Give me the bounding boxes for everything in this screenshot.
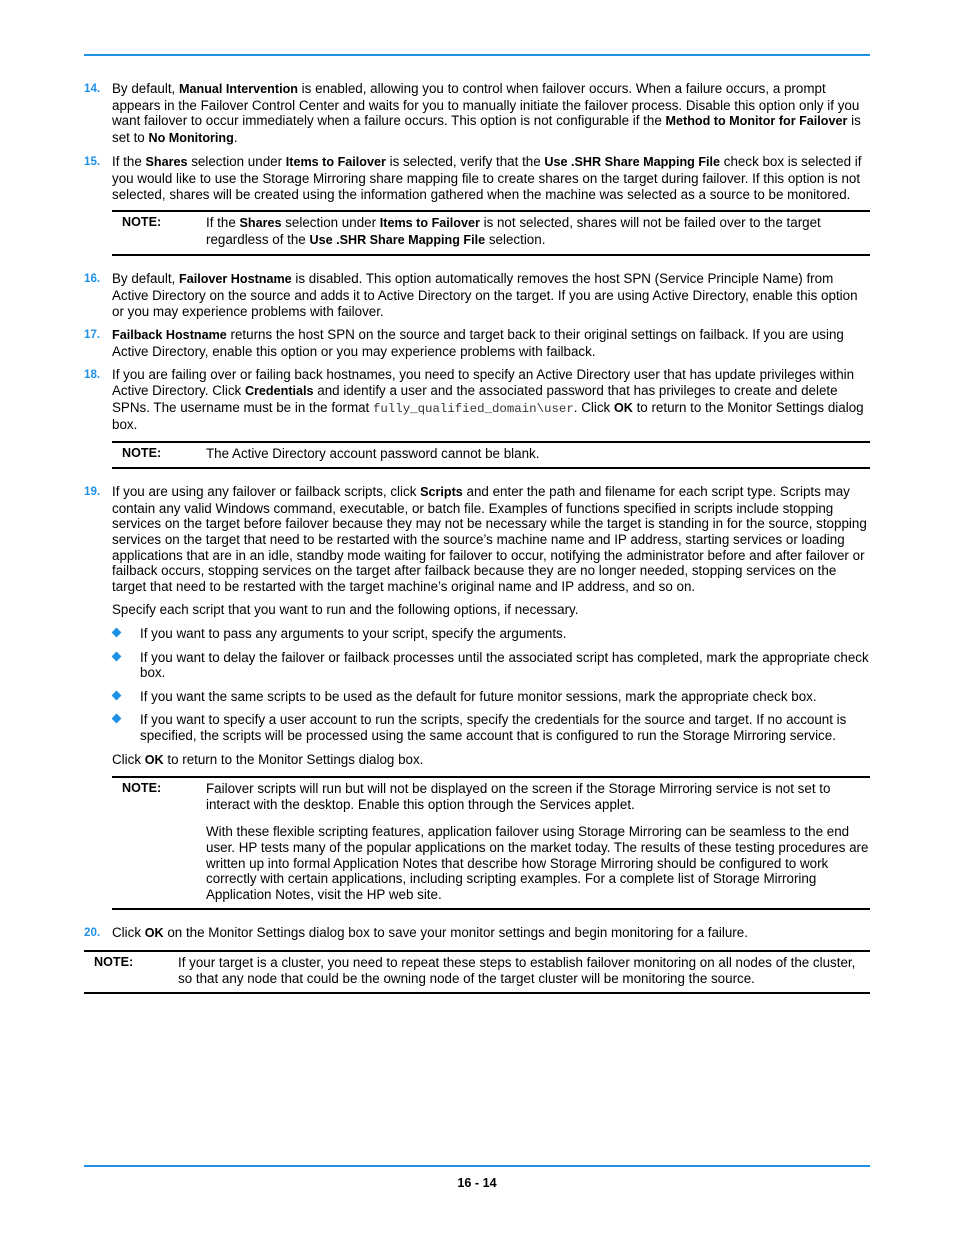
- list-item: [112, 650, 870, 681]
- step-text: .: [233, 129, 238, 145]
- option-name: Shares: [239, 216, 282, 231]
- step-14: [84, 81, 870, 146]
- option-name: Use .SHR Share Mapping File: [309, 232, 486, 247]
- option-name: Failback Hostname: [112, 328, 227, 343]
- note-text: selection under: [281, 215, 380, 231]
- step-number: 14.: [84, 82, 101, 95]
- list-item-text: If you want to specify a user account to run the scripts, specify the credentials for the source and target. If no account is specified, the scripts will be processed using the same account that is configured to run the Storage Mirroring service.: [140, 712, 847, 743]
- step-text: . Click: [573, 399, 614, 415]
- step-20: [84, 925, 870, 942]
- note-label: NOTE:: [122, 781, 162, 796]
- step-text: selection under: [187, 154, 286, 170]
- note-label: NOTE:: [94, 954, 134, 969]
- step-number: 20.: [84, 926, 101, 940]
- step-text: check box is selected if you would like to use the Storage Mirroring share mapping file to create shares on the target during failover. If this option is not selected, shares will be created using the information gathered when the machine was selected as a source to be monitored.: [112, 154, 862, 202]
- list-item: [112, 689, 870, 705]
- option-name: Scripts: [420, 485, 463, 500]
- document-body: [84, 81, 870, 1009]
- step-text: If you are failing over or failing back hostnames, you need to specify an Active Directory user that has update privileges within Active Directory. Click: [112, 367, 855, 398]
- note-label: NOTE:: [122, 215, 162, 230]
- note-text: selection.: [485, 231, 546, 247]
- step-15: [84, 154, 870, 202]
- list-item-text: If you want to delay the failover or failback processes until the associated script has completed, mark the appropriate check box.: [140, 649, 869, 681]
- option-name: OK: [613, 400, 633, 415]
- note-text: If your target is a cluster, you need to repeat these steps to establish failover monitoring on all nodes of the cluster, so that any node that could be the owning node of the target cluster will be monitoring the source.: [178, 954, 856, 986]
- option-name: Items to Failover: [379, 216, 480, 231]
- option-name: Failover Hostname: [179, 272, 292, 287]
- step-text: to return to the Monitor Settings dialog box.: [112, 399, 864, 433]
- note-text: With these flexible scripting features, application failover using Storage Mirroring can be seamless to the end user. HP tests many of the popular applications on the market today. The results of these testing procedures are written up into formal Application Notes that describe how Storage Mirroring should be configured to work correctly with certain applications, including scripting examples. For a complete list of Storage Mirroring Application Notes, visit the HP web site.: [206, 824, 869, 902]
- option-name: Manual Intervention: [179, 82, 298, 96]
- step-subparagraph: Specify each script that you want to run and the following options, if necessary.: [112, 602, 579, 618]
- option-name: No Monitoring: [148, 130, 234, 145]
- step-number: 15.: [84, 155, 101, 169]
- step-number: 16.: [84, 272, 101, 286]
- step-18: [84, 367, 870, 432]
- step-text: Click: [112, 925, 145, 941]
- option-name: Credentials: [244, 383, 314, 398]
- option-name: Shares: [145, 155, 188, 170]
- list-item: [112, 712, 870, 743]
- footer-rule: [84, 1165, 870, 1167]
- note-box: [112, 776, 870, 910]
- page-number: 16 - 14: [457, 1176, 497, 1190]
- step-16: [84, 271, 870, 319]
- diamond-bullet-icon: [112, 714, 122, 724]
- step-number: 17.: [84, 328, 101, 342]
- header-rule: [84, 54, 870, 56]
- step-number: 18.: [84, 368, 101, 382]
- step-text: returns the host SPN on the source and target back to their original settings on failback. If you are using Active Directory, enable this option or you may experience problems with failback.: [112, 327, 844, 359]
- diamond-bullet-icon: [112, 651, 122, 661]
- step-text: on the Monitor Settings dialog box to save your monitor settings and begin monitoring for a failure.: [163, 925, 748, 941]
- note-box: [112, 441, 870, 470]
- option-name: OK: [144, 752, 164, 767]
- option-name: Items to Failover: [285, 155, 386, 170]
- list-item: [112, 626, 870, 642]
- diamond-bullet-icon: [112, 690, 122, 700]
- step-text: and enter the path and filename for each script type. Scripts may contain any valid Windows command, executable, or batch file. Examples of functions specified in scripts include stopping services on the target before failover because they may not be necessary while the target is standing in for the source, stopping services on the target that need to be restarted with the source’s machine name and IP address, starting services or loading applications that are in an idle, standby mode waiting for failover to occur, notifying the administrator before and after failover or failback occurs, stopping services on the target after failback because they are no longer needed, stopping services on the target that need to be restarted with the target machine’s original name and IP address, and so on.: [112, 484, 867, 594]
- note-text: The Active Directory account password cannot be blank.: [206, 445, 540, 461]
- step-17: [84, 327, 870, 359]
- diamond-bullet-icon: [112, 628, 122, 638]
- step-19: [84, 484, 870, 768]
- step-text: is selected, verify that the: [385, 154, 545, 170]
- option-name: Method to Monitor for Failover: [665, 114, 848, 129]
- note-text: Failover scripts will run but will not be displayed on the screen if the Storage Mirroring service is not set to interact with the desktop. Enable this option through the Services applet.: [206, 781, 831, 812]
- step-text: to return to the Monitor Settings dialog box.: [163, 751, 424, 767]
- script-options-list: [112, 626, 870, 744]
- list-item-text: If you want to pass any arguments to your script, specify the arguments.: [140, 626, 567, 642]
- step-number: 19.: [84, 485, 101, 499]
- step-text: By default,: [112, 81, 179, 96]
- step-text: If you are using any failover or failback scripts, click: [112, 484, 421, 500]
- step-text: By default,: [112, 271, 179, 287]
- step-text: and identify a user and the associated password that has privileges to create and delete SPNs. The username must be in the format: [112, 382, 838, 415]
- step-text: is enabled, allowing you to control when failover occurs. When a failure occurs, a prompt appears in the Failover Control Center and waits for you to manually initiate the failover process. Disable this option only if you want failover to occur immediately when a failure occurs. This option is not configurable if the: [112, 81, 860, 129]
- option-name: Use .SHR Share Mapping File: [544, 155, 721, 170]
- list-item-text: If you want the same scripts to be used as the default for future monitor sessions, mark the appropriate check box.: [140, 688, 817, 704]
- step-text: is set to: [112, 113, 861, 145]
- option-name: OK: [144, 926, 164, 941]
- step-text: Click: [112, 751, 145, 767]
- step-text: If the: [112, 154, 146, 170]
- username-format-code: fully_qualified_domain\user: [373, 401, 574, 416]
- note-label: NOTE:: [122, 445, 162, 460]
- note-box: [84, 950, 870, 994]
- note-text: If the: [206, 215, 240, 231]
- step-text: is disabled. This option automatically removes the host SPN (Service Principle Name) from Active Directory on the source and adds it to Active Directory on the target. If you are using Active Directory, enable this option or you may experience problems with failover.: [112, 271, 858, 319]
- note-box: [112, 210, 870, 256]
- note-text: is not selected, shares will not be failed over to the target regardless of the: [206, 215, 821, 247]
